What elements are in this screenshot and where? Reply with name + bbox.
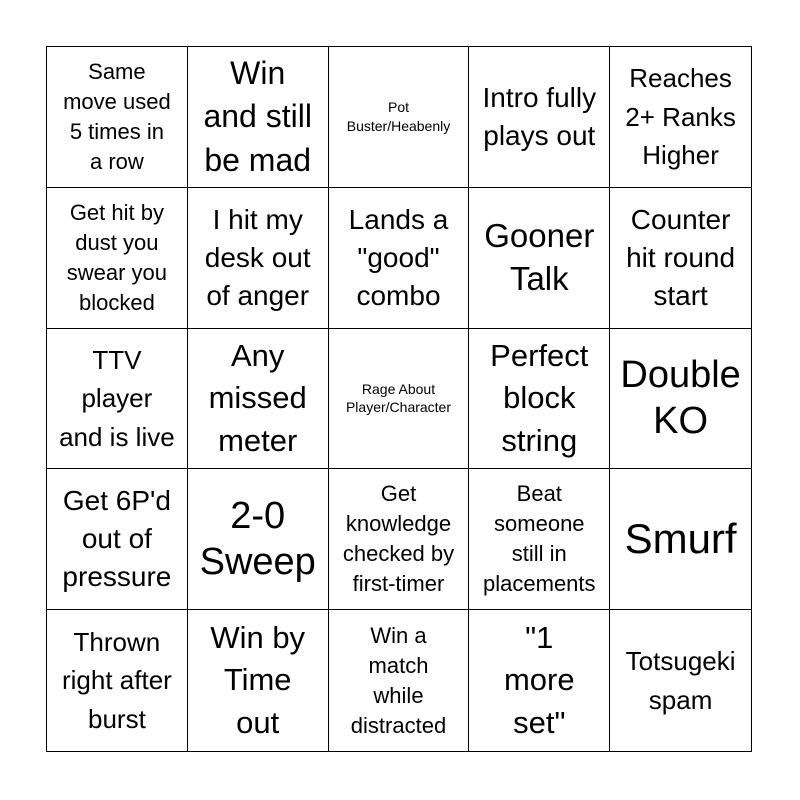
- bingo-cell[interactable]: [188, 47, 329, 188]
- bingo-cell[interactable]: [188, 329, 329, 470]
- bingo-cell[interactable]: [188, 610, 329, 751]
- bingo-cell[interactable]: [47, 329, 188, 470]
- bingo-cell[interactable]: [188, 188, 329, 329]
- bingo-cell[interactable]: [329, 47, 470, 188]
- cell-text: Beat someone still in placements: [483, 481, 596, 597]
- bingo-cell[interactable]: [610, 188, 751, 329]
- bingo-cell[interactable]: [329, 188, 470, 329]
- bingo-cell[interactable]: [610, 610, 751, 751]
- cell-text: Any missed meter: [208, 337, 307, 458]
- cell-text: Thrown right after burst: [61, 626, 172, 734]
- bingo-cell[interactable]: [329, 610, 470, 751]
- bingo-cell[interactable]: [469, 610, 610, 751]
- cell-text: Same move used 5 times in a row: [63, 59, 171, 174]
- cell-text: Reaches 2+ Ranks Higher: [625, 63, 736, 171]
- cell-text: Intro fully plays out: [482, 81, 597, 151]
- bingo-cell[interactable]: [469, 469, 610, 610]
- cell-text: Win by Time out: [210, 619, 306, 740]
- cell-text: Gooner Talk: [484, 216, 595, 297]
- bingo-cell[interactable]: [610, 47, 751, 188]
- cell-text: Pot Buster/Heabenly: [346, 99, 451, 134]
- cell-text: Rage About Player/Character: [345, 380, 452, 416]
- cell-text: Get knowledge checked by first-timer: [342, 481, 455, 597]
- cell-text: Win a match while distracted: [350, 622, 447, 738]
- bingo-cell[interactable]: [188, 469, 329, 610]
- bingo-board: [46, 46, 752, 752]
- cell-text: Get hit by dust you swear you blocked: [66, 199, 168, 315]
- cell-text: TTV player and is live: [59, 344, 175, 452]
- cell-text: Double KO: [620, 354, 741, 443]
- cell-text: Get 6P'd out of pressure: [62, 485, 172, 593]
- bingo-cell[interactable]: [469, 329, 610, 470]
- bingo-cell[interactable]: [329, 469, 470, 610]
- cell-text: Perfect block string: [490, 337, 589, 458]
- bingo-cell[interactable]: [47, 469, 188, 610]
- cell-text: "1 more set": [503, 619, 575, 740]
- cell-text: 2-0 Sweep: [199, 494, 316, 584]
- cell-text: I hit my desk out of anger: [204, 203, 311, 311]
- bingo-cell[interactable]: [469, 47, 610, 188]
- cell-text: Win and still be mad: [203, 54, 312, 178]
- bingo-cell[interactable]: [47, 188, 188, 329]
- bingo-cell[interactable]: [47, 47, 188, 188]
- bingo-cell[interactable]: [47, 610, 188, 751]
- cell-text: Smurf: [624, 515, 737, 563]
- bingo-cell[interactable]: [610, 329, 751, 470]
- cell-text: Lands a "good" combo: [348, 203, 449, 311]
- bingo-cell[interactable]: [469, 188, 610, 329]
- cell-text: Counter hit round start: [626, 203, 736, 311]
- cell-text: Totsugeki spam: [625, 646, 736, 715]
- bingo-cell[interactable]: [610, 469, 751, 610]
- bingo-cell[interactable]: [329, 329, 470, 470]
